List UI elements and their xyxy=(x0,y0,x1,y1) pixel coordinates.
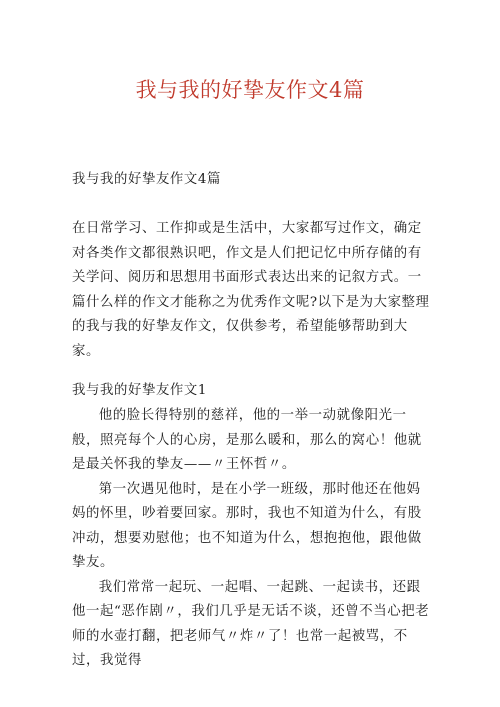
intro-paragraph: 在日常学习、工作抑或是生活中，大家都写过作文，确定对各类作文都很熟识吧，作文是人们把记忆中所存储的有关学问、阅历和思想用书面形式表达出来的记叙方式。一篇什么样的作文才能称之为优秀作文呢?以下是为大家整理的我与我的好挚友作文，仅供参考，希望能够帮助到大家。 xyxy=(72,221,430,359)
document-subtitle: 我与我的好挚友作文4篇 xyxy=(72,172,222,187)
document-title: 我与我的好挚友作文4篇 xyxy=(135,78,365,102)
section-heading: 我与我的好挚友作文1 xyxy=(72,383,208,398)
essay-paragraph: 我们常常一起玩、一起唱、一起跳、一起读书，还跟他一起“恶作剧〃，我们几乎是无话不谈，还曾不当心把老师的水壶打翻，把老师气〃炸〃了！也常一起被骂，不过，我觉得 xyxy=(72,579,430,668)
essay-paragraph: 他的脸长得特别的慈祥，他的一举一动就像阳光一般，照亮每个人的心房，是那么暖和，那么的窝心！他就是最关怀我的挚友——〃王怀哲〃。 xyxy=(72,408,422,472)
essay-paragraph: 第一次遇见他时，是在小学一班级，那时他还在他妈妈的怀里，吵着要回家。那时，我也不知道为什么，有股冲动，想要劝慰他；也不知道为什么，想抱抱他，跟他做挚友。 xyxy=(72,481,422,570)
essay-body xyxy=(72,404,434,674)
